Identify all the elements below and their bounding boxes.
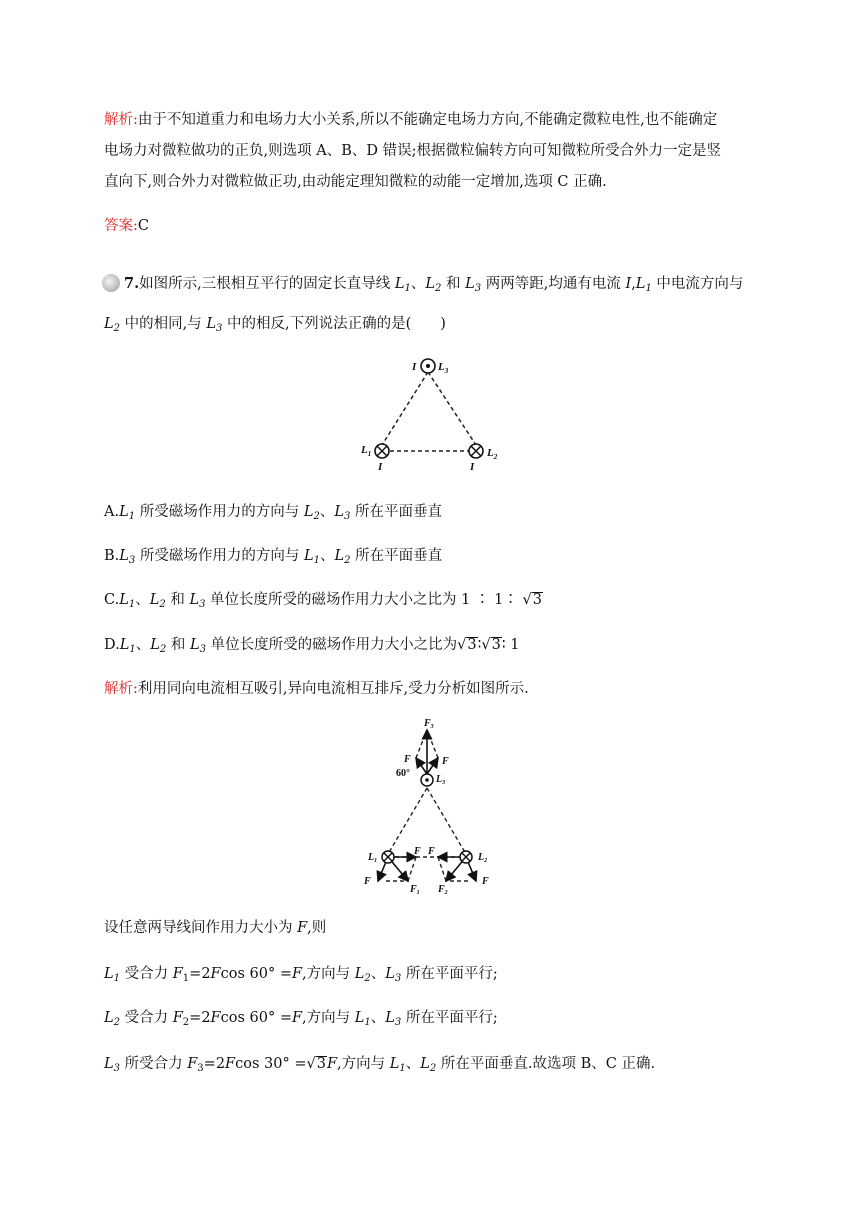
solution-L1: $L_1$ 受合力 $F_1=2Fcos$ 60° =F,方向与 $L_2$、$L_3$ 所在平面平行; (104, 966, 498, 984)
fig2-label: $F_2$ (438, 884, 448, 896)
q-text: 两两等距,均通有电流 (481, 276, 626, 292)
wire-L2: $L_2$ (425, 276, 442, 294)
q-text: 中的相同,与 (120, 316, 207, 332)
solution-L2: $L_2$ 受合力 $F_2=2Fcos$ 60° =F,方向与 $L_1$、$L_3$ 所在平面平行; (104, 1010, 498, 1028)
current-I: I (625, 276, 632, 292)
fig2-angle-label: 60° (396, 768, 410, 779)
question-bullet-icon (102, 274, 120, 292)
wire-L2-in-icon (469, 444, 483, 458)
fig2-label: F (414, 846, 421, 857)
force-diagram-figure (358, 716, 508, 896)
analysis2-text: 利用同向电流相互吸引,异向电流相互排斥,受力分析如图所示. (137, 681, 529, 697)
analysis-line-2: 电场力对微粒做功的正负,则选项 A、B、D 错误;根据微粒偏转方向可知微粒所受合外力一定是竖 (104, 143, 721, 159)
q-text: 如图所示,三根相互平行的固定长直导线 (139, 276, 395, 292)
fig2-label: $L_2$ (478, 852, 488, 864)
option-D: $D.L_1$、$L_2$ 和 $L_3$ 单位长度所受的磁场作用力大小之比为√3∶√3∶ 1 (104, 637, 520, 655)
sqrt-symbol: √ (457, 637, 467, 653)
fig1-label: $L_3$ (438, 361, 449, 375)
fig2-label: F (404, 754, 411, 765)
wire-L3: $L_3$ (206, 316, 223, 334)
analysis-label: 解析: (104, 112, 138, 128)
fig2-label: F (428, 846, 435, 857)
fig1-label: $L_2$ (487, 447, 498, 461)
sqrt-symbol: √ (481, 637, 491, 653)
fig1-label: I (378, 461, 383, 473)
option-A: $A.L_1$ 所受磁场作用力的方向与 $L_2$、$L_3$ 所在平面垂直 (104, 504, 442, 522)
question-number: 7. (124, 275, 140, 292)
question-line-1: 7.如图所示,三根相互平行的固定长直导线 $L_1$、$L_2$ 和 $L_3$ 两两等距,均通有电流 $I,L_1$ 中电流方向与 (102, 272, 743, 294)
analysis2-line (104, 677, 529, 698)
fig2-label: F (364, 876, 371, 887)
wire-L3-out-icon (421, 359, 435, 373)
wire-L1: $L_1$ (394, 276, 411, 294)
wire-triangle-figure (352, 352, 512, 474)
answer-label: 答案: (104, 218, 138, 234)
answer-line (104, 214, 149, 235)
solution-L3: $L_3$ 所受合力 $F_3=2Fcos$ 30° =√3F,方向与 $L_1$、$L_2$ 所在平面垂直.故选项 B、C 正确. (104, 1056, 656, 1074)
fig1-label: I (470, 461, 475, 473)
question-line-2 (104, 312, 446, 334)
wire-L3-out-icon (421, 774, 433, 786)
fig2-label: F (442, 756, 449, 767)
fig2-label: $F_3$ (424, 718, 434, 730)
wire-L1-in-icon (382, 851, 394, 863)
q-text: 、 (410, 276, 426, 292)
fig2-label: $F_1$ (410, 884, 420, 896)
analysis-line-1 (104, 108, 717, 129)
wire-L2: $L_2$ (104, 316, 121, 334)
analysis-text-1: 由于不知道重力和电场力大小关系,所以不能确定电场力方向,不能确定微粒电性,也不能确定 (137, 112, 718, 128)
wire-L1: $L_1$ (635, 276, 652, 294)
fig1-label: $L_1$ (361, 444, 372, 458)
solution-intro: 设任意两导线间作用力大小为 F,则 (104, 920, 327, 936)
answer-value: C (137, 218, 149, 234)
q-text: 和 (441, 276, 466, 292)
wire-L3: $L_3$ (465, 276, 482, 294)
q-text: 中的相反,下列说法正确的是( ) (222, 316, 446, 332)
fig2-label: F (482, 876, 489, 887)
option-B: $B.L_3$ 所受磁场作用力的方向与 $L_1$、$L_2$ 所在平面垂直 (104, 548, 443, 566)
wire-L1-in-icon (375, 444, 389, 458)
option-C: $C.L_1$、$L_2$ 和 $L_3$ 单位长度所受的磁场作用力大小之比为 1 ∶ 1∶ √3 (104, 592, 542, 610)
q-text: 中电流方向与 (651, 276, 744, 292)
fig1-label: I (412, 361, 417, 373)
fig2-label: $L_1$ (368, 852, 378, 864)
analysis-line-3: 直向下,则合外力对微粒做正功,由动能定理知微粒的动能一定增加,选项 C 正确. (104, 174, 607, 190)
sqrt-symbol: √ (522, 592, 532, 608)
wire-L2-in-icon (460, 851, 472, 863)
analysis-label: 解析: (104, 681, 138, 697)
fig2-label: $L_3$ (436, 774, 446, 786)
